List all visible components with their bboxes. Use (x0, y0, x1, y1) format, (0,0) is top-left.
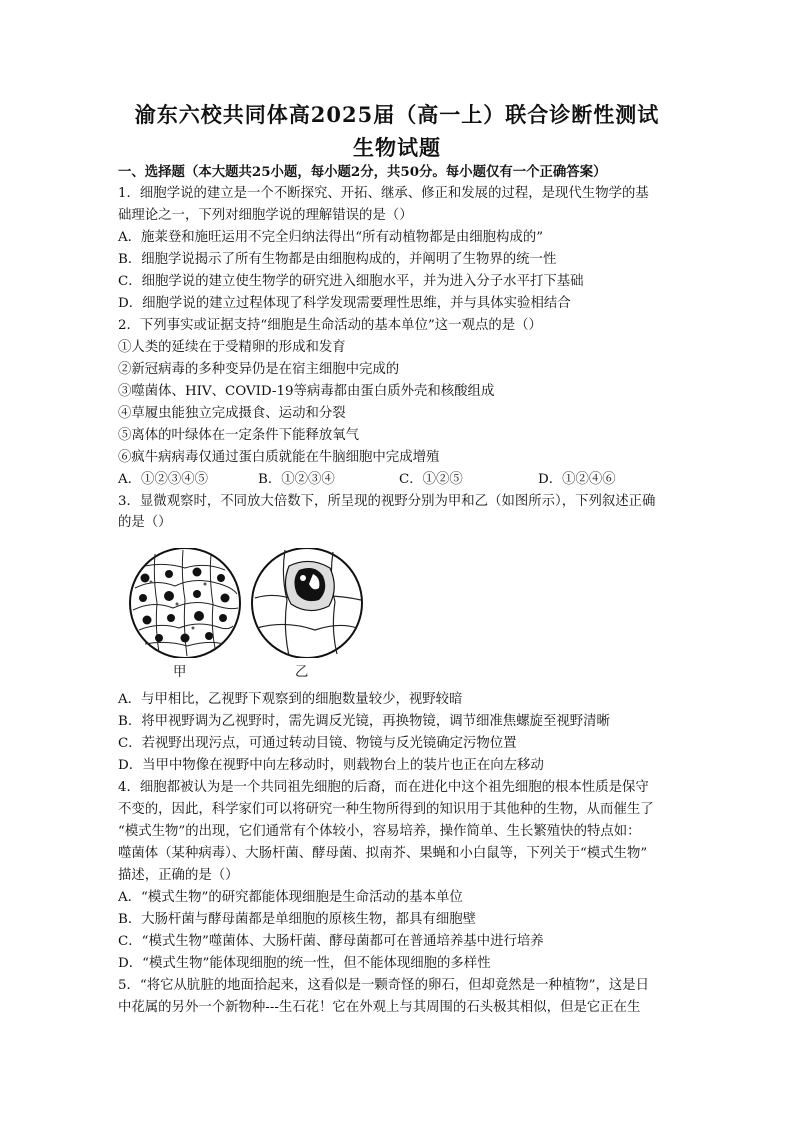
q3-option-c: C．若视野出现污点，可通过转动目镜、物镜与反光镜确定污物位置 (118, 736, 517, 751)
q1-option-b: B．细胞学说揭示了所有生物都是由细胞构成的，并阐明了生物界的统一性 (118, 252, 557, 267)
q4-stem-line5: 描述，正确的是（） (118, 868, 239, 883)
q4-stem-line3: “模式生物”的出现，它们通常有个体较小，容易培养，操作简单、生长繁殖快的特点如： (118, 824, 641, 839)
q2-option-a: A．①②③④⑤ (118, 472, 209, 487)
q4-option-c: C．“模式生物”噬菌体、大肠杆菌、酵母菌都可在普通培养基中进行培养 (118, 934, 544, 949)
q4-option-b: B．大肠杆菌与酵母菌都是单细胞的原核生物，都具有细胞壁 (118, 912, 476, 927)
figure-label-jia: 甲 (173, 665, 187, 680)
view-yi (252, 548, 362, 658)
microscope-figure (125, 548, 375, 683)
q1-stem-line2: 础理论之一，下列对细胞学说的理解错误的是（） (118, 208, 413, 223)
exam-title: 渝东六校共同体高2025届（高一上）联合诊断性测试 (134, 102, 660, 127)
q5-stem-line1: 5．“将它从肮脏的地面拾起来，这看似是一颗奇怪的卵石，但却竟然是一种植物”，这是日 (118, 978, 650, 993)
q2-item: ⑥疯牛病病毒仅通过蛋白质就能在牛脑细胞中完成增殖 (118, 450, 440, 465)
q3-stem-line1: 3．显微观察时，不同放大倍数下，所呈现的视野分别为甲和乙（如图所示），下列叙述正确 (118, 494, 656, 509)
q1-option-d: D．细胞学说的建立过程体现了科学发现需要理性思维，并与具体实验相结合 (118, 296, 571, 311)
section-heading: 一、选择题（本大题共25小题，每小题2分，共50分。每小题仅有一个正确答案） (118, 164, 607, 180)
q4-stem-line1: 4．细胞都被认为是一个共同祖先细胞的后裔，而在进化中这个祖先细胞的根本性质是保守 (118, 780, 649, 795)
q2-option-b: B．①②③④ (258, 472, 335, 487)
q3-option-b: B．将甲视野调为乙视野时，需先调反光镜，再换物镜，调节细准焦螺旋至视野清晰 (118, 714, 610, 729)
q3-stem-line2: 的是（） (118, 515, 172, 530)
figure-label-yi: 乙 (295, 665, 309, 680)
q4-option-a: A．“模式生物”的研究都能体现细胞是生命活动的基本单位 (118, 890, 463, 905)
q1-option-c: C．细胞学说的建立使生物学的研究进入细胞水平，并为进入分子水平打下基础 (118, 274, 584, 289)
q2-option-d: D．①②④⑥ (538, 472, 616, 487)
q2-stem: 2．下列事实或证据支持“细胞是生命活动的基本单位”这一观点的是（） (118, 318, 542, 333)
microscope-views-image (125, 548, 375, 658)
q5-stem-line2: 中花属的另外一个新物种---生石花！它在外观上与其周围的石头极其相似，但是它正在生 (118, 1000, 641, 1015)
q2-item: ④草履虫能独立完成摄食、运动和分裂 (118, 406, 346, 421)
q4-stem-line2: 不变的，因此，科学家们可以将研究一种生物所得到的知识用于其他种的生物，从而催生了 (118, 802, 654, 817)
q1-stem-line1: 1．细胞学说的建立是一个不断探究、开拓、继承、修正和发展的过程，是现代生物学的基 (118, 186, 649, 201)
view-jia (130, 548, 240, 658)
q3-option-d: D．当甲中物像在视野中向左移动时，则载物台上的装片也正在向左移动 (118, 758, 544, 773)
q2-item: ①人类的延续在于受精卵的形成和发育 (118, 340, 346, 355)
q2-item: ⑤离体的叶绿体在一定条件下能释放氧气 (118, 428, 360, 443)
exam-subject: 生物试题 (353, 135, 441, 160)
q3-option-a: A．与甲相比，乙视野下观察到的细胞数量较少，视野较暗 (118, 692, 463, 707)
q2-item: ③噬菌体、HIV、COVID-19等病毒都由蛋白质外壳和核酸组成 (118, 384, 495, 399)
q2-option-c: C．①②⑤ (399, 472, 463, 487)
q2-options (118, 470, 698, 490)
q4-stem-line4: 噬菌体（某种病毒）、大肠杆菌、酵母菌、拟南芥、果蝇和小白鼠等，下列关于“模式生物” (118, 846, 648, 861)
q4-option-d: D．“模式生物”能体现细胞的统一性，但不能体现细胞的多样性 (118, 956, 491, 971)
q2-item: ②新冠病毒的多种变异仍是在宿主细胞中完成的 (118, 362, 400, 377)
q1-option-a: A．施莱登和施旺运用不完全归纳法得出“所有动植物都是由细胞构成的” (118, 230, 544, 245)
